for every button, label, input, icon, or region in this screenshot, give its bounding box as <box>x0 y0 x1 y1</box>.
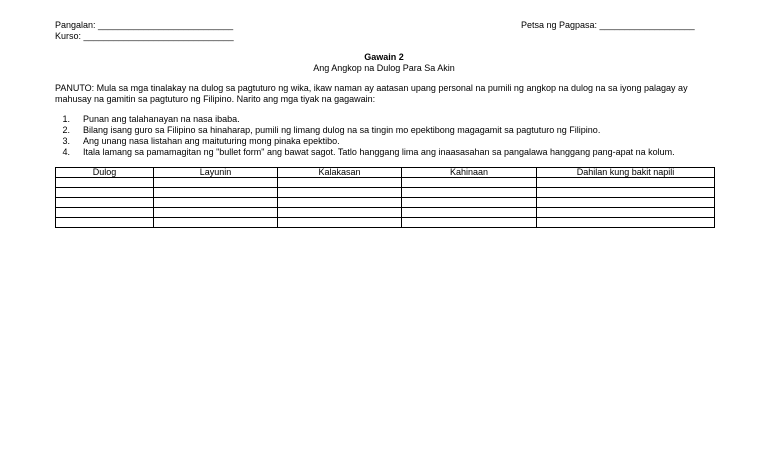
table-cell[interactable] <box>278 208 402 218</box>
step-number: 1. <box>62 114 70 124</box>
table-row <box>56 218 715 228</box>
step-number: 4. <box>62 147 70 157</box>
table-cell[interactable] <box>56 198 154 208</box>
table-cell[interactable] <box>537 218 715 228</box>
table-cell[interactable] <box>154 218 278 228</box>
list-item <box>56 125 675 136</box>
name-field-label: Pangalan: ___________________________ <box>55 20 234 30</box>
table-cell[interactable] <box>537 188 715 198</box>
list-item <box>56 147 675 158</box>
step-text: Punan ang talahanayan na nasa ibaba. <box>83 114 240 124</box>
steps-list <box>56 114 675 158</box>
table-row <box>56 208 715 218</box>
list-item <box>56 136 675 147</box>
column-header-kahinaan: Kahinaan <box>402 168 537 178</box>
table-cell[interactable] <box>537 208 715 218</box>
table-row <box>56 178 715 188</box>
table-cell[interactable] <box>278 218 402 228</box>
table-cell[interactable] <box>56 208 154 218</box>
instructions-paragraph: PANUTO: Mula sa mga tinalakay na dulog sa pagtuturo ng wika, ikaw naman ay aatasan upang personal na pumili ng angkop na dulog na sa iyong palagay ay mahusay na gamitin sa pagtuturo ng Filipino. Narito ang mga tiyak na gagawain: <box>55 83 688 104</box>
step-text: Ang unang nasa listahan ang maituturing mong pinaka epektibo. <box>83 136 340 146</box>
table-cell[interactable] <box>278 198 402 208</box>
table-cell[interactable] <box>537 178 715 188</box>
table-cell[interactable] <box>56 218 154 228</box>
table-cell[interactable] <box>154 188 278 198</box>
column-header-kalakasan: Kalakasan <box>278 168 402 178</box>
table-cell[interactable] <box>56 188 154 198</box>
table-cell[interactable] <box>154 198 278 208</box>
table-cell[interactable] <box>402 188 537 198</box>
table-cell[interactable] <box>402 178 537 188</box>
table-cell[interactable] <box>402 198 537 208</box>
table-cell[interactable] <box>278 188 402 198</box>
date-field-label: Petsa ng Pagpasa: ___________________ <box>521 20 695 30</box>
table-cell[interactable] <box>154 178 278 188</box>
table-row <box>56 198 715 208</box>
column-header-dahilan: Dahilan kung bakit napili <box>537 168 715 178</box>
table-row <box>56 188 715 198</box>
table-cell[interactable] <box>56 178 154 188</box>
table-cell[interactable] <box>278 178 402 188</box>
response-table <box>55 167 715 228</box>
table-cell[interactable] <box>402 208 537 218</box>
table-cell[interactable] <box>537 198 715 208</box>
step-number: 3. <box>62 136 70 146</box>
column-header-dulog: Dulog <box>56 168 154 178</box>
step-number: 2. <box>62 125 70 135</box>
page-subtitle: Ang Angkop na Dulog Para Sa Akin <box>313 63 455 73</box>
list-item <box>56 114 675 125</box>
table-cell[interactable] <box>402 218 537 228</box>
page-title: Gawain 2 <box>364 52 404 62</box>
table-header-row <box>56 168 715 178</box>
step-text: Itala lamang sa pamamagitan ng "bullet form" ang bawat sagot. Tatlo hanggang lima ang inaasasahan sa pangalawa hanggang pang-apat na kolum. <box>83 147 675 157</box>
column-header-layunin: Layunin <box>154 168 278 178</box>
table-cell[interactable] <box>154 208 278 218</box>
step-text: Bilang isang guro sa Filipino sa hinaharap, pumili ng limang dulog na sa tingin mo epektibong magagamit sa pagtuturo ng Filipino. <box>83 125 601 135</box>
course-field-label: Kurso: ______________________________ <box>55 31 234 41</box>
